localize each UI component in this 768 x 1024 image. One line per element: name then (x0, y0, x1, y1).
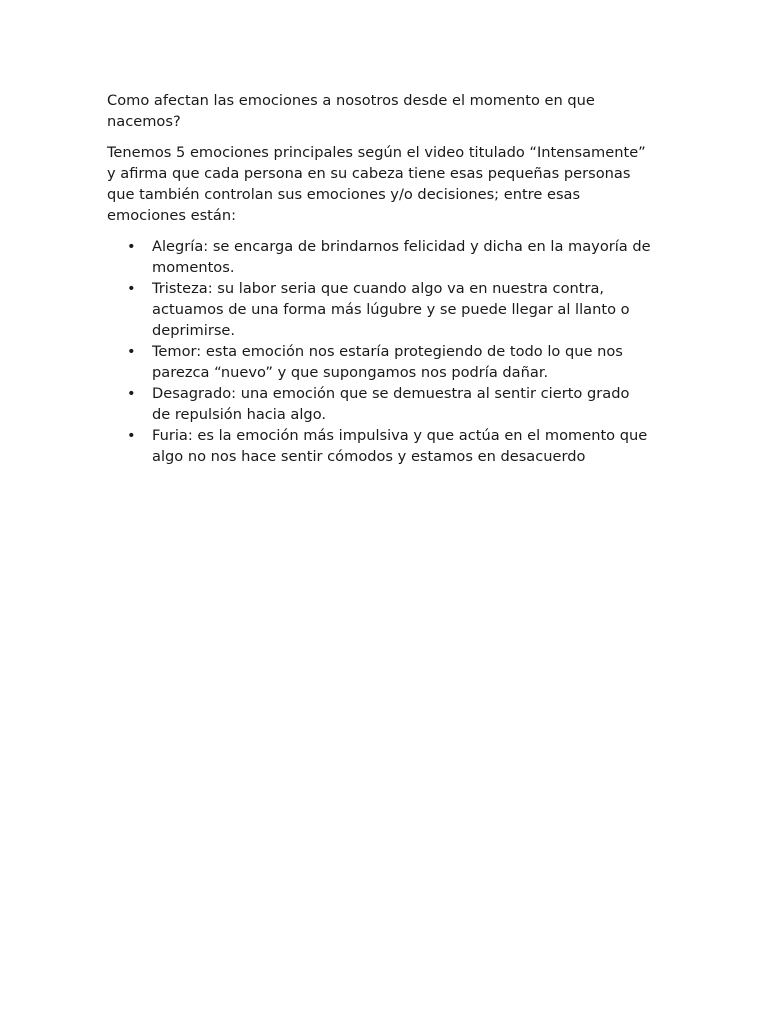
list-item-text: Desagrado: una emoción que se demuestra al sentir cierto grado de repulsión hacia algo. (152, 385, 630, 423)
document-body (107, 90, 652, 467)
list-item-text: Tristeza: su labor seria que cuando algo va en nuestra contra, actuamos de una forma más lúgubre y se puede llegar al llanto o deprimirse. (152, 280, 630, 339)
list-item-temor (107, 341, 652, 383)
list-item-desagrado (107, 383, 652, 425)
bullet-icon: • (127, 385, 136, 402)
list-item-text: Temor: esta emoción nos estaría protegiendo de todo lo que nos parezca “nuevo” y que supongamos nos podría dañar. (152, 343, 623, 381)
intro-paragraph: Tenemos 5 emociones principales según el video titulado “Intensamente” y afirma que cada persona en su cabeza tiene esas pequeñas personas que también controlan sus emociones y/o decisiones; entre esas emociones están: (107, 144, 646, 224)
list-item-furia (107, 425, 652, 467)
list-item-alegria (107, 236, 652, 278)
bullet-icon: • (127, 280, 136, 297)
emotions-list (107, 236, 652, 467)
question-heading: Como afectan las emociones a nosotros desde el momento en que nacemos? (107, 92, 595, 130)
bullet-icon: • (127, 238, 136, 255)
bullet-icon: • (127, 343, 136, 360)
bullet-icon: • (127, 427, 136, 444)
list-item-tristeza (107, 278, 652, 341)
list-item-text: Furia: es la emoción más impulsiva y que actúa en el momento que algo no nos hace sentir cómodos y estamos en desacuerdo (152, 427, 648, 465)
list-item-text: Alegría: se encarga de brindarnos felicidad y dicha en la mayoría de momentos. (152, 238, 651, 276)
